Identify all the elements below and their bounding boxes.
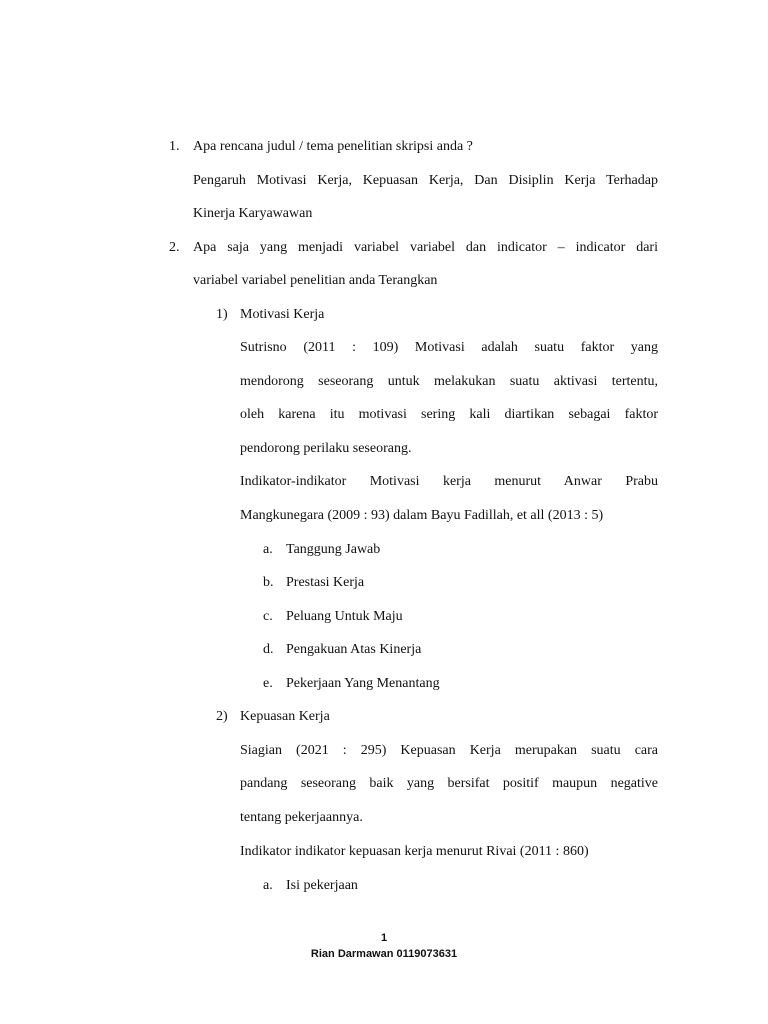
var2-indicator-letter: a.: [263, 878, 273, 893]
q2-question-line-2: variabel variabel penelitian anda Terangkan: [193, 273, 438, 288]
var1-indicator-letter: d.: [263, 642, 274, 657]
var1-indicator-intro-line-1: Indikator-indikator Motivasi kerja menurut Anwar Prabu: [240, 474, 658, 489]
var1-indicator-item: Pekerjaan Yang Menantang: [286, 676, 440, 691]
var2-title: Kepuasan Kerja: [240, 709, 330, 724]
q1-question: Apa rencana judul / tema penelitian skripsi anda ?: [193, 139, 473, 154]
q1-answer-line-2: Kinerja Karyawawan: [193, 206, 313, 221]
q1-number: 1.: [169, 139, 180, 154]
q2-number: 2.: [169, 240, 180, 255]
var1-indicator-letter: c.: [263, 609, 273, 624]
var2-definition-line-1: Siagian (2021 : 295) Kepuasan Kerja merupakan suatu cara: [240, 743, 658, 758]
var1-indicator-letter: b.: [263, 575, 274, 590]
var2-indicator-item: Isi pekerjaan: [286, 878, 358, 893]
var1-indicator-item: Peluang Untuk Maju: [286, 609, 403, 624]
var1-number: 1): [216, 307, 228, 322]
var1-indicator-letter: a.: [263, 542, 273, 557]
q2-question-line-1: Apa saja yang menjadi variabel variabel dan indicator – indicator dari: [193, 240, 658, 255]
var2-definition-line-3: tentang pekerjaannya.: [240, 810, 363, 825]
footer-author: Rian Darmawan 0119073631: [310, 948, 458, 960]
var1-indicator-item: Tanggung Jawab: [286, 542, 381, 557]
var1-definition-line-1: Sutrisno (2011 : 109) Motivasi adalah suatu faktor yang: [240, 340, 658, 355]
var1-indicator-item: Prestasi Kerja: [286, 575, 365, 590]
var1-definition-line-4: pendorong perilaku seseorang.: [240, 441, 412, 456]
var1-title: Motivasi Kerja: [240, 307, 325, 322]
var1-indicator-item: Pengakuan Atas Kinerja: [286, 642, 422, 657]
page-number: 1: [380, 932, 388, 944]
var1-indicator-intro-line-2: Mangkunegara (2009 : 93) dalam Bayu Fadillah, et all (2013 : 5): [240, 508, 604, 523]
var1-indicator-letter: e.: [263, 676, 273, 691]
var1-definition-line-3: oleh karena itu motivasi sering kali diartikan sebagai faktor: [240, 407, 658, 422]
var2-indicator-intro: Indikator indikator kepuasan kerja menurut Rivai (2011 : 860): [240, 844, 589, 859]
var2-definition-line-2: pandang seseorang baik yang bersifat positif maupun negative: [240, 776, 658, 791]
q1-answer-line-1: Pengaruh Motivasi Kerja, Kepuasan Kerja, Dan Disiplin Kerja Terhadap: [193, 173, 658, 188]
var1-definition-line-2: mendorong seseorang untuk melakukan suatu aktivasi tertentu,: [240, 374, 658, 389]
var2-number: 2): [216, 709, 228, 724]
